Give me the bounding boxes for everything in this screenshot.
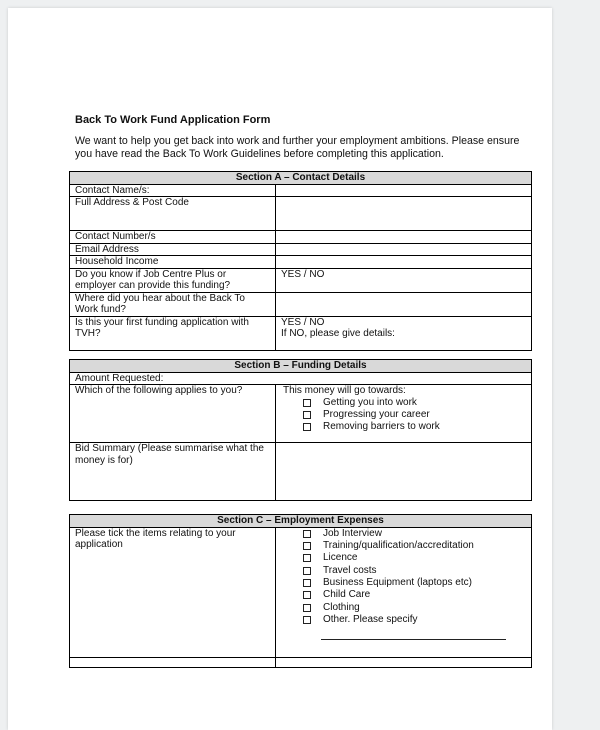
section-c-header: Section C – Employment Expenses: [70, 515, 532, 528]
email-label: Email Address: [70, 243, 276, 256]
expense-item[interactable]: Training/qualification/accreditation: [303, 540, 526, 552]
expenses-row: [70, 527, 532, 657]
bid-summary-field[interactable]: [276, 443, 532, 501]
applies-row: [70, 385, 532, 443]
household-income-field[interactable]: [276, 256, 532, 269]
checkbox-icon[interactable]: [303, 423, 311, 431]
checkbox-icon[interactable]: [303, 411, 311, 419]
applies-option[interactable]: Removing barriers to work: [303, 421, 526, 433]
expense-item[interactable]: Child Care: [303, 589, 526, 601]
applies-label: Which of the following applies to you?: [70, 385, 276, 443]
bid-summary-label: Bid Summary (Please summarise what the money is for): [70, 443, 276, 501]
hear-about-label: Where did you hear about the Back To Work fund?: [70, 292, 276, 316]
address-row: [70, 197, 532, 231]
contact-name-field[interactable]: [276, 184, 532, 197]
contact-number-row: [70, 231, 532, 244]
cut-off-label: [70, 657, 276, 667]
address-label: Full Address & Post Code: [70, 197, 276, 231]
checkbox-icon[interactable]: [303, 399, 311, 407]
applies-option[interactable]: Getting you into work: [303, 397, 526, 409]
form-title: Back To Work Fund Application Form: [75, 114, 271, 126]
jobcentre-label: Do you know if Job Centre Plus or employer can provide this funding?: [70, 268, 276, 292]
checkbox-icon[interactable]: [303, 604, 311, 612]
checkbox-icon[interactable]: [303, 530, 311, 538]
expense-item[interactable]: Business Equipment (laptops etc): [303, 577, 526, 589]
email-field[interactable]: [276, 243, 532, 256]
expense-item[interactable]: Other. Please specify: [303, 614, 526, 626]
applies-checkbox-list: [303, 397, 526, 434]
expenses-checkbox-list: [303, 528, 526, 627]
contact-number-field[interactable]: [276, 231, 532, 244]
household-income-row: [70, 256, 532, 269]
email-row: [70, 243, 532, 256]
checkbox-icon[interactable]: [303, 542, 311, 550]
expense-item[interactable]: Job Interview: [303, 528, 526, 540]
cut-off-row: [70, 657, 532, 667]
household-income-label: Household Income: [70, 256, 276, 269]
bid-summary-row: [70, 443, 532, 501]
first-application-yes-no: YES / NO: [281, 316, 325, 328]
jobcentre-yes-no[interactable]: YES / NO: [276, 268, 532, 292]
amount-row: [70, 372, 532, 385]
expense-item[interactable]: Travel costs: [303, 565, 526, 577]
contact-name-row: [70, 184, 532, 197]
document-page: [8, 8, 552, 730]
section-a-header: Section A – Contact Details: [70, 172, 532, 185]
applies-option[interactable]: Progressing your career: [303, 409, 526, 421]
section-b-header: Section B – Funding Details: [70, 360, 532, 373]
amount-requested-label[interactable]: Amount Requested:: [70, 372, 532, 385]
expense-item[interactable]: Clothing: [303, 602, 526, 614]
checkbox-icon[interactable]: [303, 554, 311, 562]
hear-about-field[interactable]: [276, 292, 532, 316]
checkbox-icon[interactable]: [303, 567, 311, 575]
contact-name-label: Contact Name/s:: [70, 184, 276, 197]
address-field[interactable]: [276, 197, 532, 231]
contact-number-label: Contact Number/s: [70, 231, 276, 244]
checkbox-icon[interactable]: [303, 591, 311, 599]
expenses-options: [276, 527, 532, 657]
first-application-details-prompt: If NO, please give details:: [281, 328, 395, 339]
hear-about-row: [70, 292, 532, 316]
specify-line[interactable]: [321, 639, 506, 640]
expenses-label: Please tick the items relating to your application: [70, 527, 276, 657]
jobcentre-row: [70, 268, 532, 292]
checkbox-icon[interactable]: [303, 616, 311, 624]
section-c-table: [69, 514, 532, 668]
section-b-table: [69, 359, 532, 501]
applies-options: [276, 385, 532, 443]
first-application-field[interactable]: [276, 316, 532, 350]
checkbox-icon[interactable]: [303, 579, 311, 587]
form-intro: We want to help you get back into work and further your employment ambitions. Please ensure you have read the Back To Work Guidelines before completing this application.: [75, 135, 520, 160]
expense-item[interactable]: Licence: [303, 552, 526, 564]
cut-off-field: [276, 657, 532, 667]
first-application-label: Is this your first funding application with TVH?: [70, 316, 276, 350]
section-a-table: [69, 171, 532, 351]
first-application-row: [70, 316, 532, 350]
applies-intro: This money will go towards:: [283, 385, 406, 396]
